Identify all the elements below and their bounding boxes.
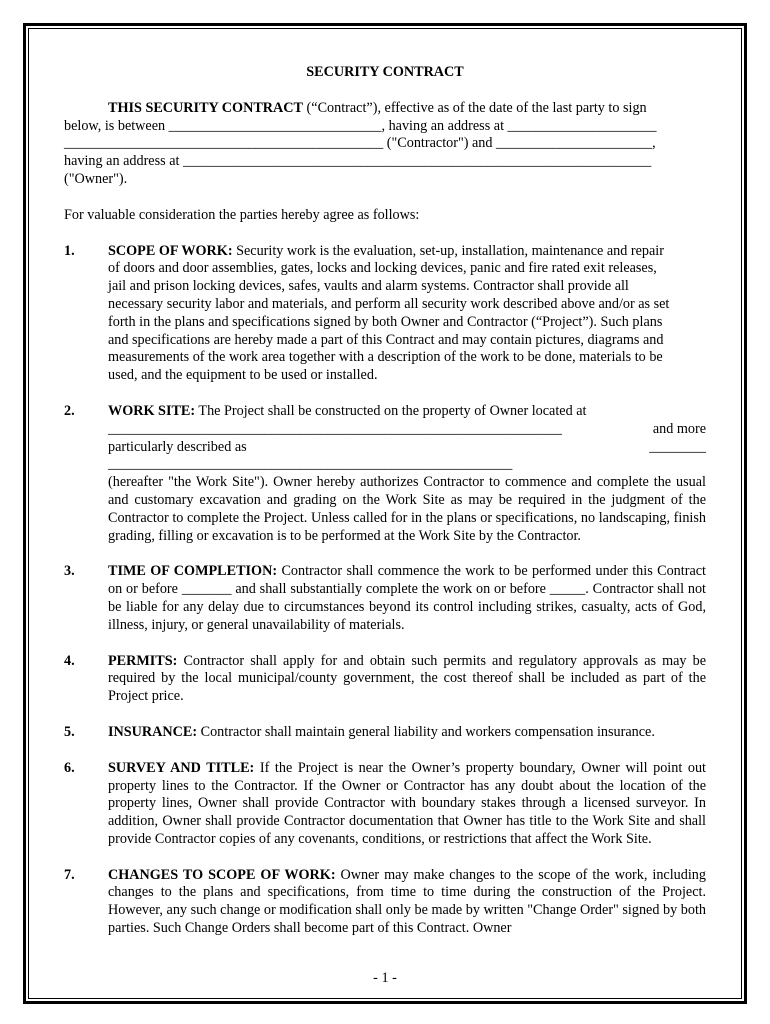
document-title: SECURITY CONTRACT xyxy=(306,64,464,80)
section-heading: TIME OF COMPLETION: xyxy=(108,563,278,580)
intro-bold-lead: THIS SECURITY CONTRACT xyxy=(108,99,303,116)
section-text: If the Project is near the Owner’s property boundary, Owner will point out property lines to the Contractor. If the Owner or Contractor has any doubt about the location of the property lines, Owner shall provide Contractor with boundary stakes through a licensed surveyor. In addition, Owner shall provide Contractor documentation that Owner has title to the Work Site and shall provide Contractor copies of any covenants, conditions, or restrictions that affect the Work Site. xyxy=(108,759,706,847)
section-insurance xyxy=(64,724,706,742)
section-number: 1. xyxy=(64,242,75,259)
section-line: of doors and door assemblies, gates, locks and locking devices, panic and fire rated exit releases, xyxy=(108,260,657,277)
section-text: Owner may make changes to the scope of the work, including changes to the plans and specifications, from time to time during the construction of the Project. However, any such change or modification shall only be made by written "Change Order" signed by both parties. Such Change Orders shall become part of this Contract. Owner xyxy=(108,866,706,937)
section-number: 3. xyxy=(64,563,75,580)
site-address-blank: ________________________________________________________________ xyxy=(108,420,562,437)
site-description-blank: particularly described as _________________________________________________________ xyxy=(108,438,513,473)
intro-line-4: having an address at __________________________________________________________________ xyxy=(64,153,652,170)
section-text: Contractor shall maintain general liability and workers compensation insurance. xyxy=(197,723,655,740)
section-heading: CHANGES TO SCOPE OF WORK: xyxy=(108,866,336,883)
section-number: 7. xyxy=(64,866,75,883)
section-number: 5. xyxy=(64,723,75,740)
section-permits xyxy=(64,653,706,706)
section-line: Security work is the evaluation, set-up, installation, maintenance and repair xyxy=(232,242,664,259)
section-line: necessary security labor and materials, and perform all security work described above and/or as set xyxy=(108,295,670,312)
section-line: ________ xyxy=(649,438,706,455)
section-survey-and-title xyxy=(64,760,706,849)
section-number: 2. xyxy=(64,402,75,419)
section-text: Contractor shall commence the work to be performed under this Contract on or before _______ and shall substantially complete the work on or before _____. Contractor shall not be liable for any delay due to circumstances beyond its control including strikes, casualty, acts of God, illness, injury, or general unavailability of materials. xyxy=(108,563,706,633)
section-time-of-completion xyxy=(64,563,706,634)
section-number: 4. xyxy=(64,652,75,669)
section-line: The Project shall be constructed on the property of Owner located at xyxy=(195,402,587,419)
section-heading: SURVEY AND TITLE: xyxy=(108,759,255,776)
section-heading: SCOPE OF WORK: xyxy=(108,242,233,259)
section-changes-to-scope xyxy=(64,867,706,938)
section-line: and specifications are hereby made a part of this Contract and may contain pictures, diagrams and xyxy=(108,331,664,348)
section-line: and more xyxy=(652,420,706,437)
section-heading: PERMITS: xyxy=(108,652,178,669)
section-text: (hereafter "the Work Site"). Owner hereby authorizes Contractor to commence and complete the usual and customary excavation and grading on the Work Site as may be required in the judgment of the Contractor to complete the Project. Unless called for in the plans or specifications, no landscaping, finish grading, filling or excavation is to be performed at the Work Site by the Contractor. xyxy=(108,474,706,544)
page-number: - 1 - xyxy=(373,970,397,986)
section-line: used, and the equipment to be used or installed. xyxy=(108,367,378,384)
section-scope-of-work xyxy=(64,243,706,385)
intro-line-3: _____________________________________________ ("Contractor") and ______________________, xyxy=(64,135,656,152)
intro-line-2: below, is between ______________________________, having an address at _____________________ xyxy=(64,117,657,134)
section-line: forth in the plans and specifications signed by both Owner and Contractor (“Project”). Such plans xyxy=(108,313,663,330)
section-text: Contractor shall apply for and obtain such permits and regulatory approvals as may be required by the local municipal/county government, the cost thereof shall be included as part of the Project price. xyxy=(108,652,706,705)
section-number: 6. xyxy=(64,759,75,776)
section-work-site xyxy=(64,403,706,545)
section-heading: INSURANCE: xyxy=(108,723,198,740)
intro-paragraph xyxy=(64,100,706,189)
consideration-statement: For valuable consideration the parties hereby agree as follows: xyxy=(64,206,420,223)
intro-line-1: (“Contract”), effective as of the date of the last party to sign xyxy=(303,99,647,116)
contract-document xyxy=(64,64,706,956)
section-line: measurements of the work area together with a description of the work to be done, materials to be xyxy=(108,349,663,366)
intro-line-5: ("Owner"). xyxy=(64,170,128,187)
section-heading: WORK SITE: xyxy=(108,402,196,419)
section-line: jail and prison locking devices, safes, vaults and alarm systems. Contractor shall provide all xyxy=(108,278,629,295)
